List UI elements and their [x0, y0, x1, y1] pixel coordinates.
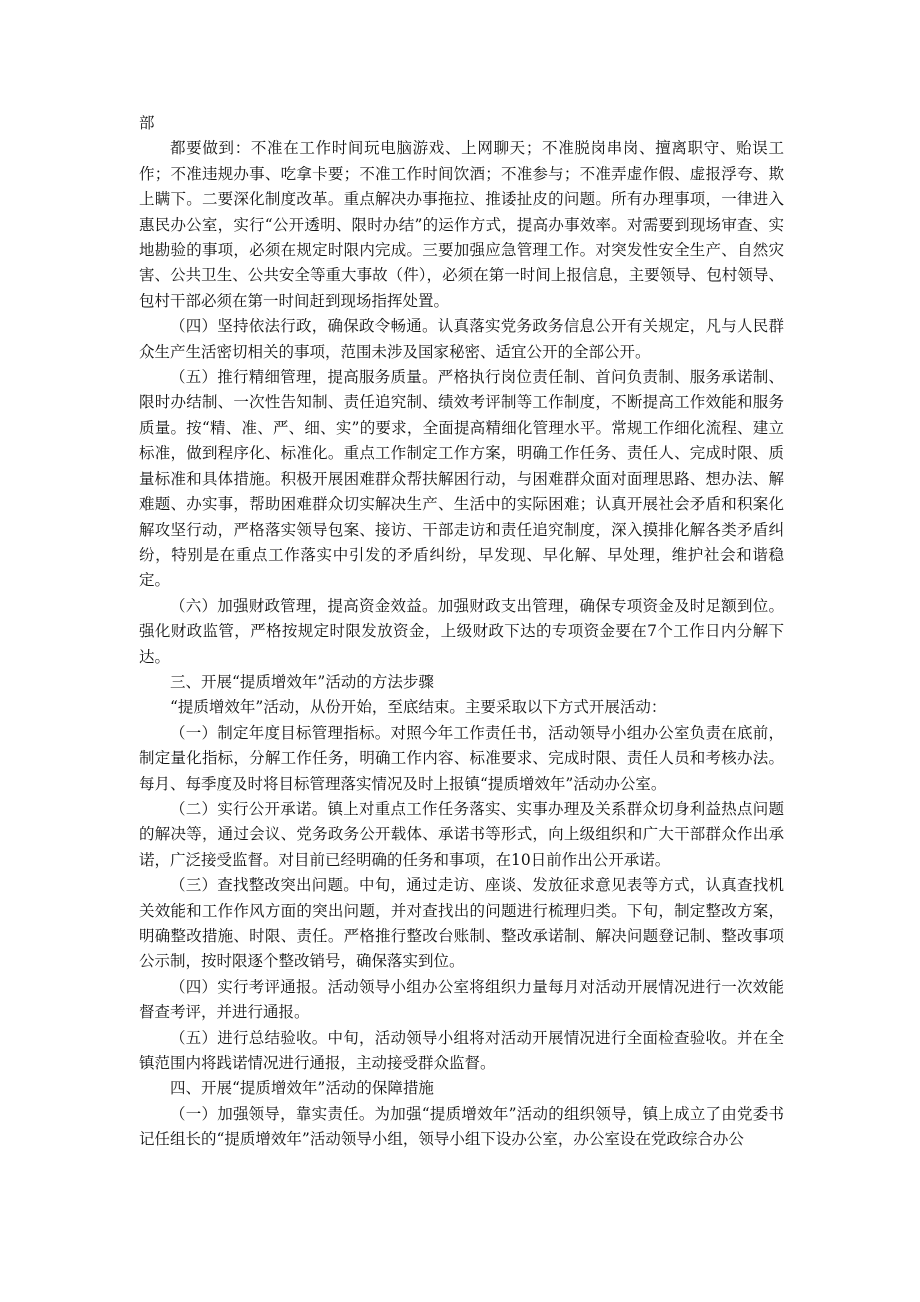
paragraph-safeguard-1: （一）加强领导，靠实责任。为加强“提质增效年”活动的组织领导，镇上成立了由党委书记任组长的“提质增效年”活动领导小组，领导小组下设办公室，办公室设在党政综合办公 [139, 1104, 784, 1149]
paragraph-section-6: （六）加强财政管理，提高资金效益。加强财政支出管理，确保专项资金及时足额到位。强化财政监管，严格按规定时限发放资金，上级财政下达的专项资金要在7个工作日内分解下达。 [139, 596, 784, 666]
paragraph-work-rules: 都要做到：不准在工作时间玩电脑游戏、上网聊天；不准脱岗串岗、擅离职守、贻误工作；不准违规办事、吃拿卡要；不准工作时间饮酒；不准参与；不准弄虚作假、虚报浮夸、欺上瞒下。二要深化制度改革。重点解决办事拖拉、推诿扯皮的问题。所有办理事项，一律进入惠民办公室，实行“公开透明、限时办结”的运作方式，提高办事效率。对需要到现场审查、实地勘验的事项，必须在规定时限内完成。三要加强应急管理工作。对突发性安全生产、自然灾害、公共卫生、公共安全等重大事故（件），必须在第一时间上报信息，主要领导、包村领导、包村干部必须在第一时间赶到现场指挥处置。 [139, 139, 784, 310]
paragraph-step-4: （四）实行考评通报。活动领导小组办公室将组织力量每月对活动开展情况进行一次效能督查考评，并进行通报。 [139, 977, 784, 1022]
document-page [139, 111, 784, 1153]
paragraph-step-5: （五）进行总结验收。中旬，活动领导小组将对活动开展情况进行全面检查验收。并在全镇范围内将践诺情况进行通报，主动接受群众监督。 [139, 1028, 784, 1073]
paragraph-methods-intro: “提质增效年”活动，从份开始，至底结束。主要采取以下方式开展活动： [170, 698, 667, 717]
paragraph-continuation: 部 [139, 114, 155, 132]
paragraph-step-3: （三）查找整改突出问题。中旬，通过走访、座谈、发放征求意见表等方式，认真查找机关效能和工作作风方面的突出问题，并对查找出的问题进行梳理归类。下旬，制定整改方案，明确整改措施、时限、责任。严格推行整改台账制、整改承诺制、解决问题登记制、整改事项公示制，按时限逐个整改销号，确保落实到位。 [139, 876, 784, 971]
paragraph-section-4: （四）坚持依法行政，确保政令畅通。认真落实党务政务信息公开有关规定，凡与人民群众生产生活密切相关的事项，范围未涉及国家秘密、适宜公开的全部公开。 [139, 317, 784, 361]
heading-methods: 三、开展“提质增效年”活动的方法步骤 [170, 672, 434, 691]
paragraph-step-2: （二）实行公开承诺。镇上对重点工作任务落实、实事办理及关系群众切身利益热点问题的解决等，通过会议、党务政务公开载体、承诺书等形式，向上级组织和广大干部群众作出承诺，广泛接受监督。对目前已经明确的任务和事项，在10日前作出公开承诺。 [139, 799, 784, 869]
heading-safeguards: 四、开展“提质增效年”活动的保障措施 [170, 1079, 434, 1098]
paragraph-section-5: （五）推行精细管理，提高服务质量。严格执行岗位责任制、首问负责制、服务承诺制、限时办结制、一次性告知制、责任追究制、绩效考评制等工作制度，不断提高工作效能和服务质量。按“精、准、严、细、实”的要求，全面提高精细化管理水平。常规工作细化流程、建立标准，做到程序化、标准化。重点工作制定工作方案，明确工作任务、责任人、完成时限、质量标准和具体措施。积极开展困难群众帮扶解困行动，与困难群众面对面理思路、想办法、解难题、办实事，帮助困难群众切实解决生产、生活中的实际困难；认真开展社会矛盾和积案化解攻坚行动，严格落实领导包案、接访、干部走访和责任追究制度，深入摸排化解各类矛盾纠纷，特别是在重点工作落实中引发的矛盾纠纷，早发现、早化解、早处理，维护社会和谐稳定。 [139, 368, 784, 590]
paragraph-step-1: （一）制定年度目标管理指标。对照今年工作责任书，活动领导小组办公室负责在底前，制定量化指标，分解工作任务，明确工作内容、标准要求、完成时限、责任人员和考核办法。每月、每季度及时将目标管理落实情况及时上报镇“提质增效年”活动办公室。 [139, 723, 784, 793]
